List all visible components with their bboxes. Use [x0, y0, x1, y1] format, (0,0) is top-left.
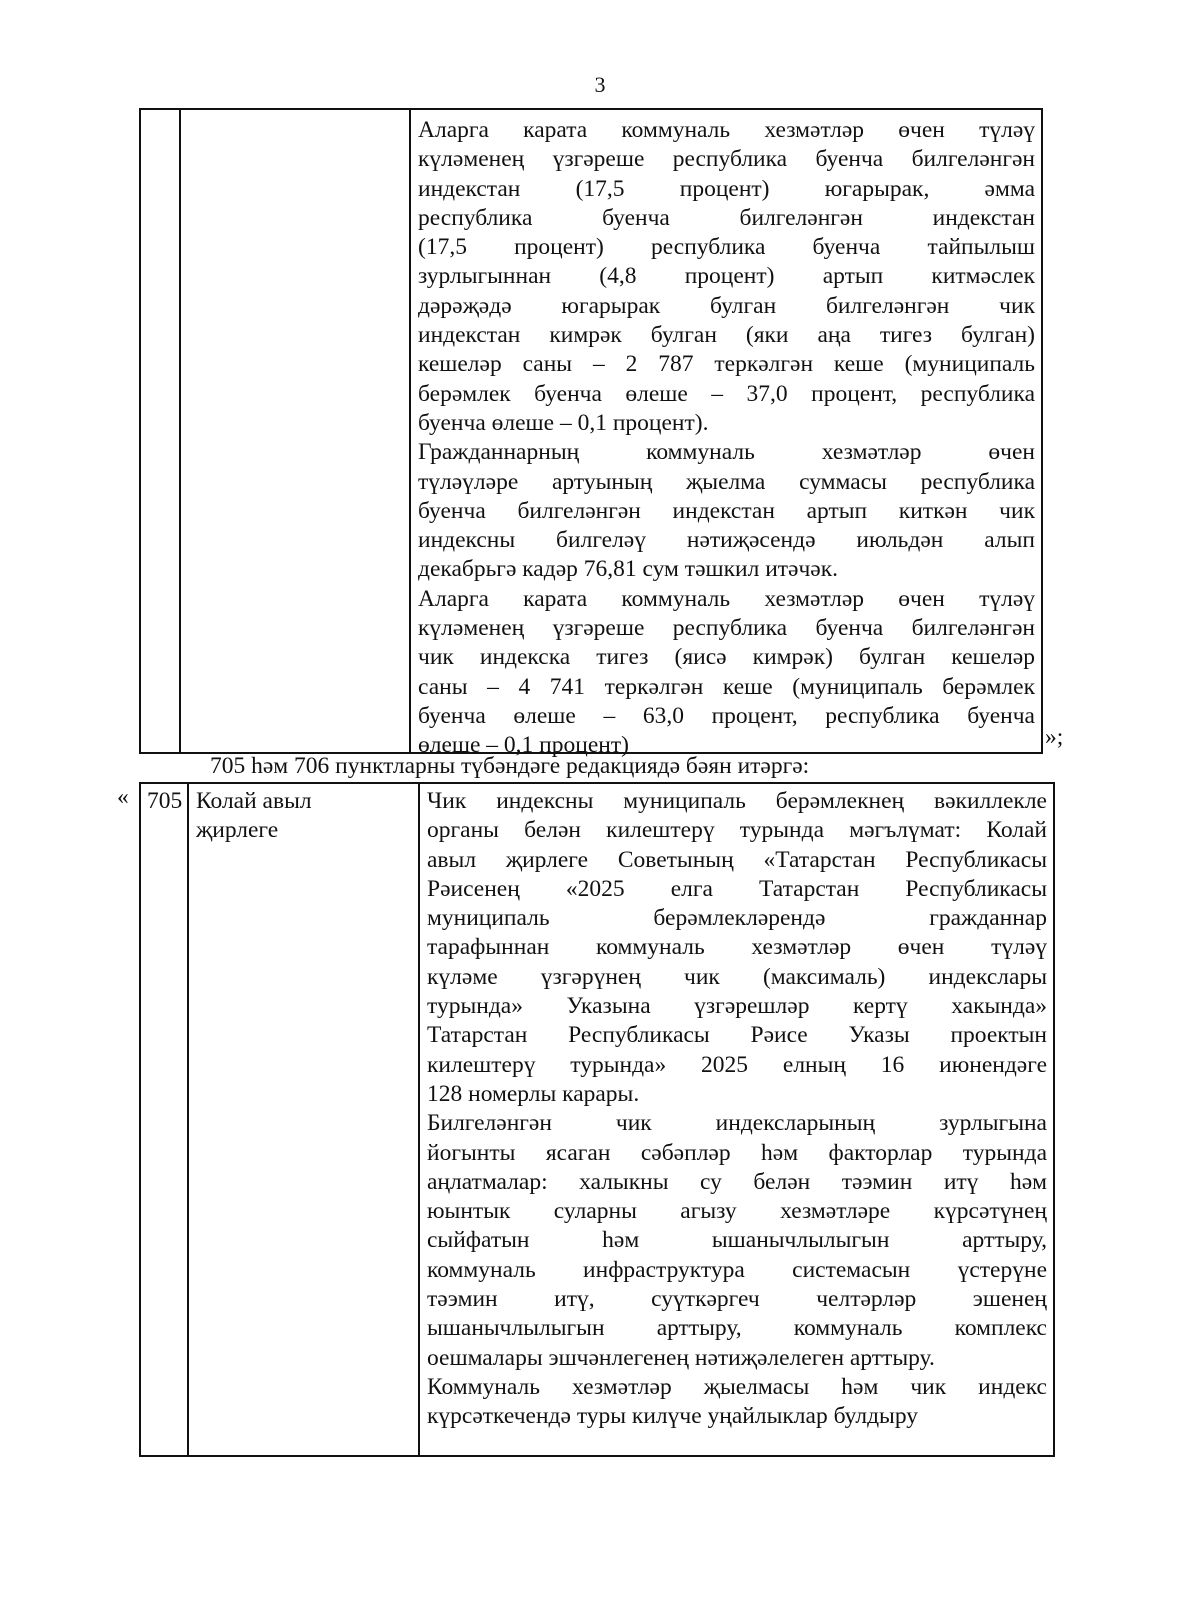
column-divider: [418, 784, 420, 1455]
text-line: Гражданнарның коммуналь хезмәтләр өчен: [418, 439, 1035, 466]
text-line: зурлыгыннан (4,8 процент) артып китмәслек: [418, 263, 1035, 290]
text-line: өлеше – 0,1 процент): [418, 732, 629, 759]
settlement-name: [196, 787, 416, 846]
text-line: декабрьгә кадәр 76,81 сум тәшкил итәчәк.: [418, 556, 839, 583]
text-line: Чик индексны муниципаль берәмлекнең вәкиллекле: [427, 788, 1047, 814]
closing-quote: »;: [1045, 724, 1064, 750]
text-line: кешеләр саны – 2 787 теркәлгән кеше (муниципаль: [418, 351, 1035, 378]
text-line: тарафыннан коммуналь хезмәтләр өчен түләү: [427, 934, 1047, 961]
column-divider: [179, 110, 181, 752]
column-divider: [187, 784, 189, 1455]
text-line: күләменең үзгәреше республика буенча билгеләнгән: [418, 615, 1035, 642]
description-cell: [427, 787, 1047, 1432]
text-line: тәэмин итү, суүткәргеч челтәрләр эшенең: [427, 1286, 1047, 1313]
text-line: буенча билгеләнгән индекстан артып киткән чик: [418, 497, 1035, 524]
text-line: оешмалары эшчәнлегенең нәтиҗәлелеген арттыру.: [427, 1344, 935, 1371]
settlement-name-line: Колай авыл: [196, 788, 312, 814]
text-line: коммуналь инфраструктура системасын үстерүне: [427, 1256, 1047, 1283]
text-line: индекстан (17,5 процент) югарырак, әмма: [418, 175, 1035, 202]
text-line: түләүләре артуының җыелма суммасы республика: [418, 468, 1035, 495]
text-line: авыл җирлеге Советының «Татарстан Республикасы: [427, 846, 1047, 873]
text-line: күләме үзгәрүнең чик (максималь) индекслары: [427, 963, 1047, 990]
text-line: берәмлек буенча өлеше – 37,0 процент, республика: [418, 380, 1035, 407]
amendment-instruction: 705 һәм 706 пунктларны түбәндәге редакциядә бәян итәргә:: [210, 753, 810, 779]
text-line: дәрәҗәдә югарырак булган билгеләнгән чик: [418, 292, 1035, 319]
paragraph: [427, 1109, 1047, 1373]
text-line: Татарстан Республикасы Рәисе Указы проектын: [427, 1022, 1047, 1049]
text-line: йогынты ясаган сәбәпләр һәм факторлар турында: [427, 1139, 1047, 1166]
text-line: Рәисенең «2025 елга Татарстан Республикасы: [427, 875, 1047, 902]
paragraph: [427, 787, 1047, 1109]
text-line: күрсәткечендә туры килүче уңайлыклар булдыру: [427, 1403, 919, 1430]
text-line: 128 номерлы карары.: [427, 1080, 640, 1107]
text-line: индексны билгеләү нәтиҗәсендә июльдән алып: [418, 527, 1035, 554]
text-line: органы белән килештерү турында мәгълүмат: Колай: [427, 817, 1047, 844]
table-row-705: [139, 782, 1055, 1457]
text-line: чик индекска тигез (яисә кимрәк) булган кешеләр: [418, 644, 1035, 671]
text-line: юынтык суларны агызу хезмәтләре күрсәтүнең: [427, 1198, 1047, 1225]
text-line: аңлатмалар: халыкны су белән тәэмин итү һәм: [427, 1168, 1047, 1195]
text-line: саны – 4 741 теркәлгән кеше (муниципаль берәмлек: [418, 673, 1035, 700]
column-divider: [409, 110, 411, 752]
text-line: Билгеләнгән чик индексларының зурлыгына: [427, 1110, 1047, 1137]
settlement-name-line: җирлеге: [196, 817, 279, 844]
text-line: буенча өлеше – 0,1 процент).: [418, 409, 709, 436]
paragraph: [418, 585, 1035, 761]
description-cell: [418, 116, 1035, 761]
text-line: Коммуналь хезмәтләр җыелмасы һәм чик индекс: [427, 1373, 1047, 1400]
paragraph: [427, 1373, 1047, 1432]
text-line: индекстан кимрәк булган (яки аңа тигез булган): [418, 322, 1035, 349]
text-line: турында» Указына үзгәрешләр кертү хакында»: [427, 993, 1047, 1020]
opening-quote: «: [117, 784, 129, 810]
text-line: (17,5 процент) республика буенча тайпылыш: [418, 234, 1035, 261]
text-line: килештерү турында» 2025 елның 16 июнендәге: [427, 1051, 1047, 1078]
row-number: 705: [147, 788, 183, 814]
text-line: күләменең үзгәреше республика буенча билгеләнгән: [418, 146, 1035, 173]
text-line: муниципаль берәмлекләрендә гражданнар: [427, 905, 1047, 932]
table-continuation: [139, 108, 1043, 759]
text-line: Аларга карата коммуналь хезмәтләр өчен түләү: [418, 585, 1035, 612]
text-line: республика буенча билгеләнгән индекстан: [418, 204, 1035, 231]
text-line: сыйфатын һәм ышанычлылыгын арттыру,: [427, 1227, 1047, 1254]
text-line: ышанычлылыгын арттыру, коммуналь комплекс: [427, 1315, 1047, 1342]
paragraph: [418, 438, 1035, 584]
page-number: 3: [594, 72, 606, 97]
text-line: буенча өлеше – 63,0 процент, республика буенча: [418, 702, 1035, 729]
text-line: Аларга карата коммуналь хезмәтләр өчен түләү: [418, 117, 1035, 143]
paragraph: [418, 116, 1035, 438]
